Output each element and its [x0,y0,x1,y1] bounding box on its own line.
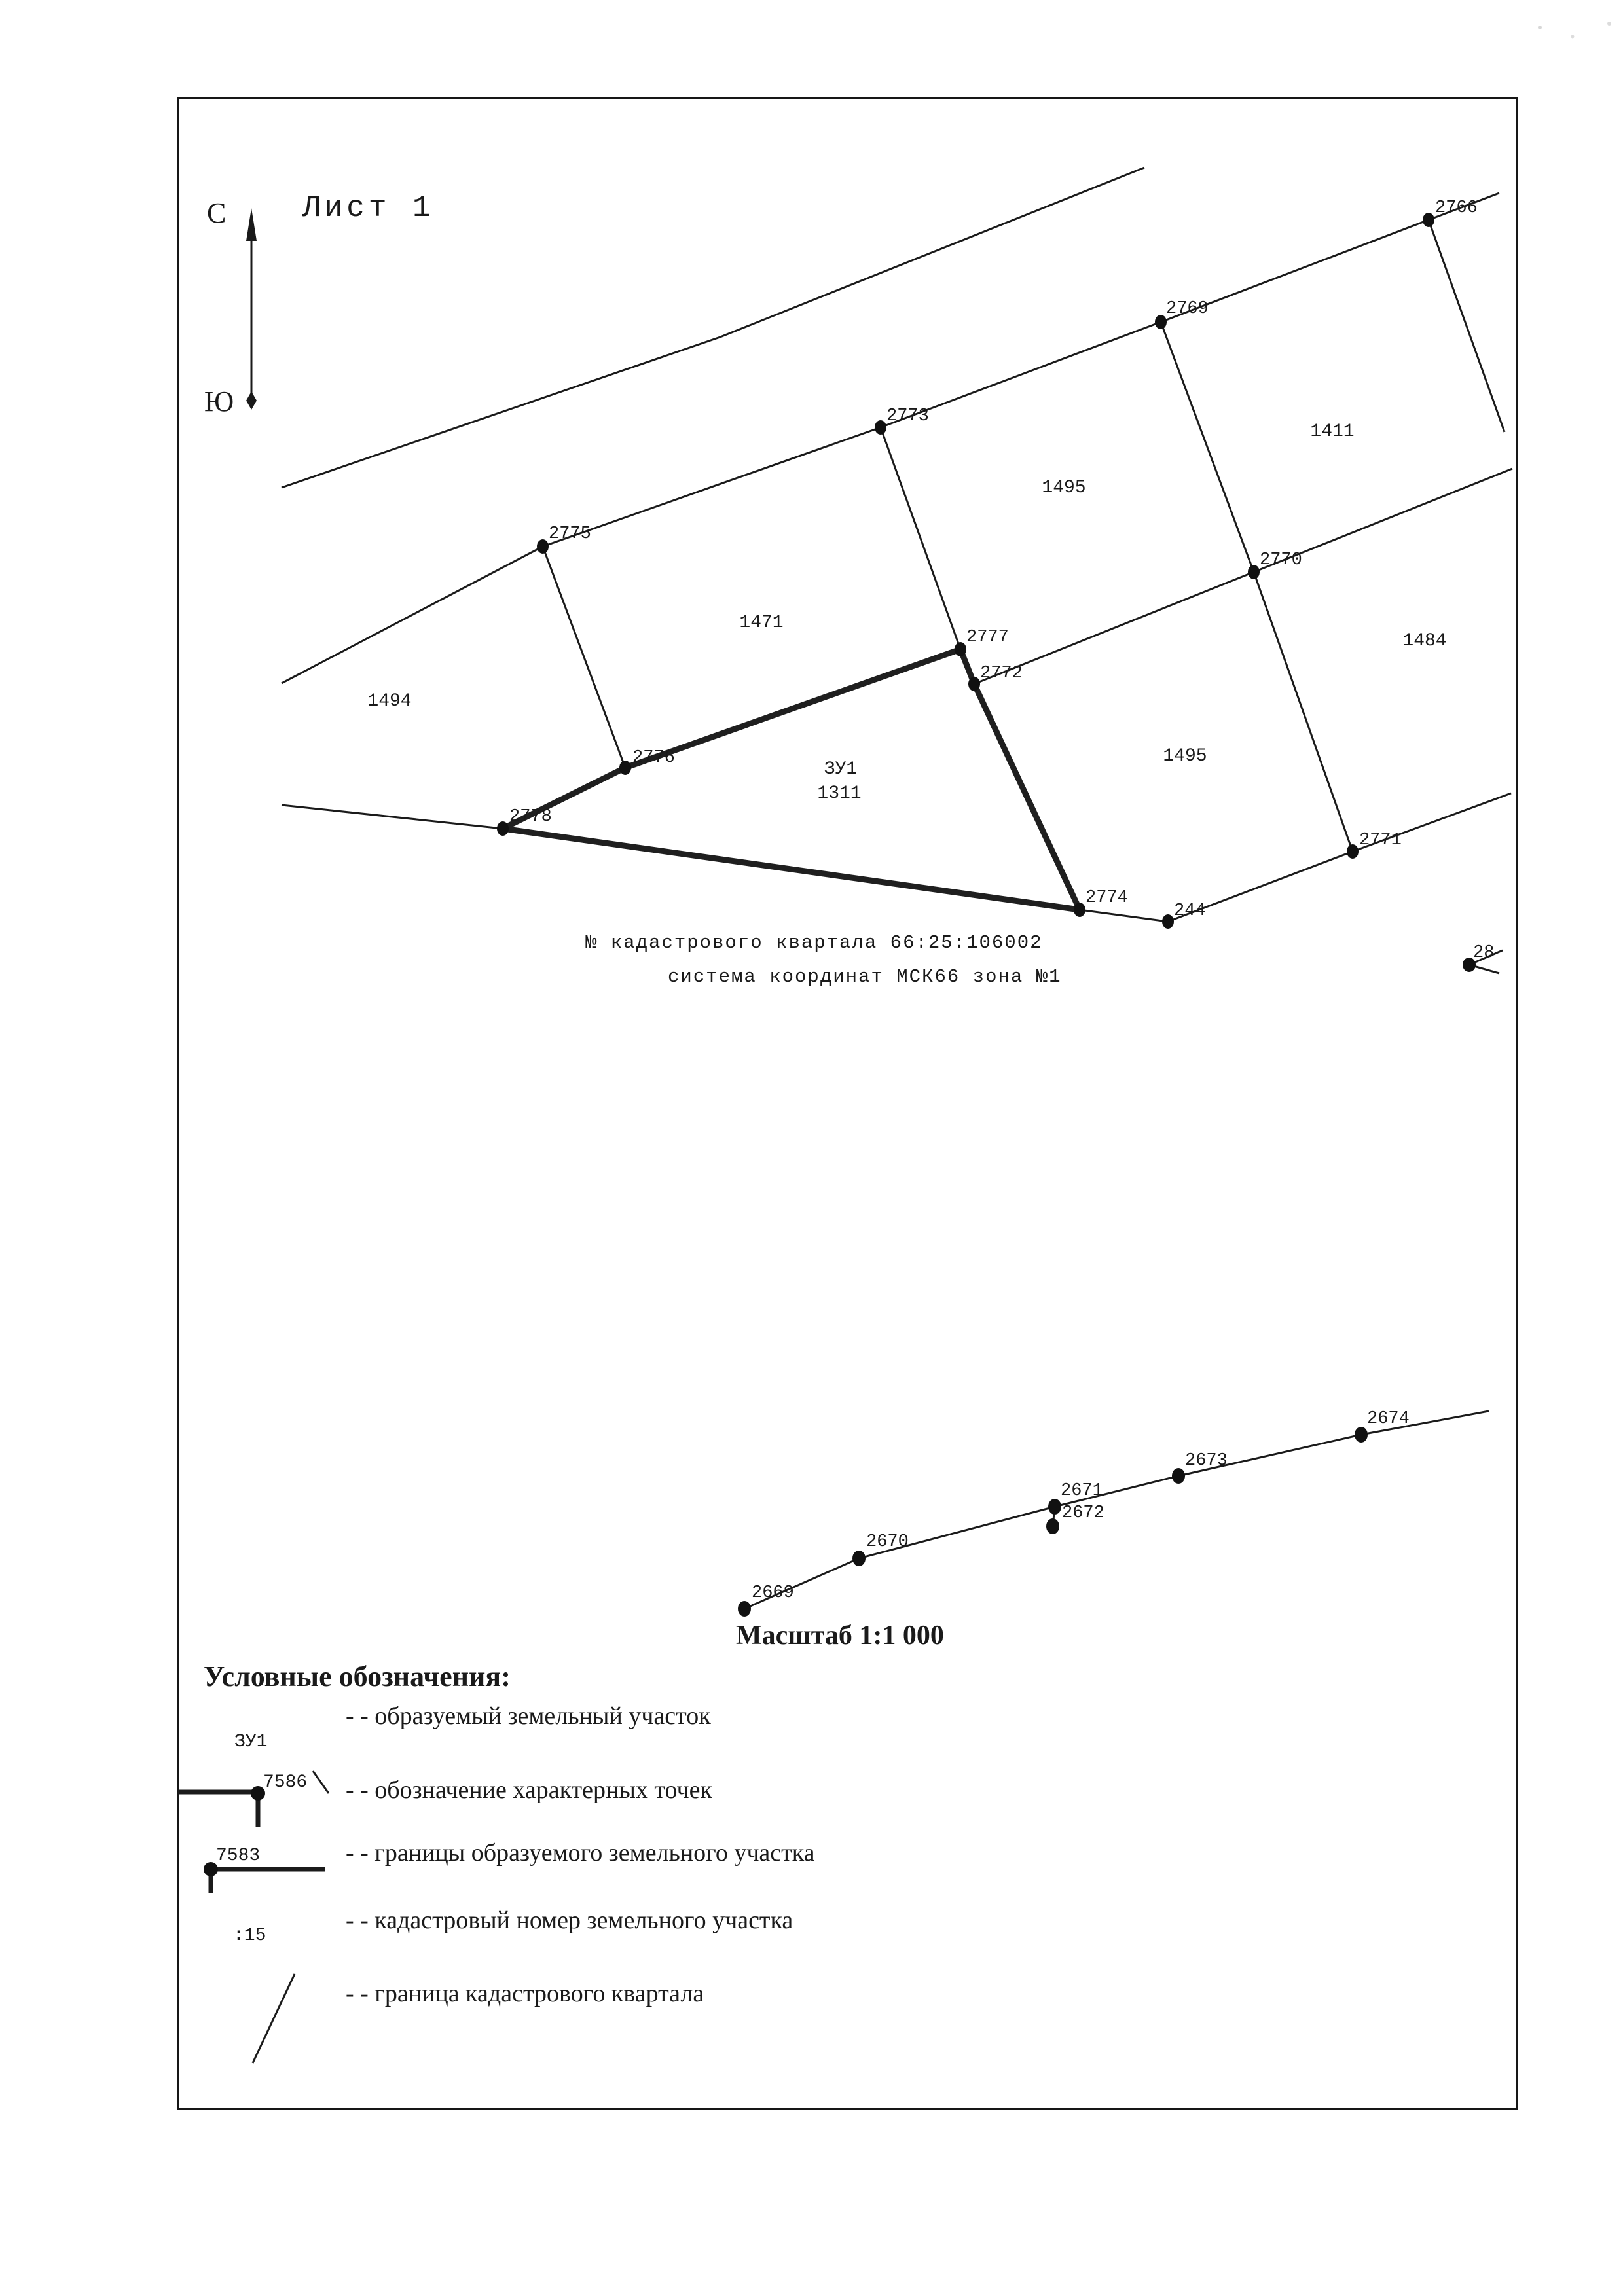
point-label: 244 [1174,901,1206,921]
parcel-number-labels [367,422,1446,804]
legend-item-subject-parcel [234,1702,711,1752]
legend-item-label: - - границы образуемого земельного участка [346,1839,815,1867]
special-point-28 [1463,943,1503,973]
point-label: 2673 [1185,1451,1228,1471]
legend-symbol-7583: 7583 [216,1846,261,1866]
legend-symbol-backslash-icon [313,1771,329,1793]
legend-symbol-7586: 7586 [263,1772,308,1793]
scan-artifact [1607,22,1611,26]
south-boundary-west [282,805,503,829]
point-marker [1155,315,1167,329]
legend-item-label: - - образуемый земельный участок [346,1702,711,1730]
divider-2775-2776 [543,547,625,768]
south-label: Ю [204,386,234,418]
point-label: 2770 [1260,550,1302,570]
parcel-label: 1411 [1310,422,1355,442]
point-marker [738,1601,751,1617]
divider-2770-2771 [1254,572,1353,852]
point-marker [852,1551,866,1566]
point-marker [1048,1499,1061,1515]
point-label: 2774 [1085,888,1128,908]
point-marker [619,761,631,775]
legend-item-characteristic-points [178,1771,712,1827]
point-label: 2775 [549,524,591,544]
point-marker [1423,213,1434,227]
north-arrow-head-icon [246,208,257,241]
legend-symbol-zu1: ЗУ1 [234,1732,268,1752]
point-label: 2771 [1359,831,1402,850]
point-label: 2769 [1166,299,1209,319]
north-arrow [204,197,257,418]
legend-symbol-15: :15 [233,1926,266,1946]
middle-boundary [974,469,1512,684]
south-boundary-east [1080,793,1511,922]
point-label: 2776 [632,748,675,768]
point-label: 28 [1473,943,1495,963]
point-label: 2669 [752,1583,794,1603]
south-end-diamond-icon [246,391,257,410]
point-label: 2674 [1367,1409,1410,1429]
point-marker [1248,565,1260,579]
point-label: 2778 [509,807,552,827]
point-marker [968,677,980,691]
quarter-boundary-profile [738,1409,1489,1617]
point-marker [1355,1427,1368,1443]
scan-artifact [1571,35,1575,39]
point-label: 2766 [1435,198,1478,218]
parcel-label: 1471 [739,613,784,633]
scan-artifact [1538,26,1542,29]
sheet-title: Лист 1 [302,191,435,225]
legend-item-label: - - граница кадастрового квартала [346,1980,704,2007]
divider-2766-south [1429,220,1504,432]
parcel-label: 1495 [1042,478,1086,498]
parcel-label: ЗУ1 [824,759,858,780]
legend-item-label: - - обозначение характерных точек [346,1776,712,1804]
point-marker [1046,1518,1059,1534]
point-label: 2670 [866,1532,909,1552]
point-marker [1074,903,1085,917]
north-label: С [207,197,227,229]
point-marker [537,539,549,554]
legend-item-formed-boundary [204,1839,815,1893]
profile-points [738,1409,1410,1617]
point-label: 2672 [1062,1503,1104,1523]
subject-parcel-outline [503,649,1080,910]
parcel-label: 1495 [1163,746,1207,766]
parcel-label: 1494 [367,691,412,711]
page-frame [178,98,1517,2109]
point-label: 2777 [966,628,1009,647]
legend-item-label: - - кадастровый номер земельного участка [346,1907,793,1934]
characteristic-points [497,198,1478,929]
point-marker [955,642,966,656]
point-marker [1347,844,1359,859]
point-label: 2773 [886,406,929,426]
legend-symbol-slash-icon [253,1974,295,2063]
quarter-number-caption: № кадастрового квартала 66:25:106002 [585,932,1043,954]
point-marker [875,420,886,435]
legend-title: Условные обозначения: [204,1660,511,1693]
parcel-label: 1484 [1402,631,1447,651]
point-label: 2671 [1061,1481,1103,1501]
scale-label: Масштаб 1:1 000 [736,1621,944,1651]
point-marker [1162,914,1174,929]
cadastral-boundary-lines [282,168,1512,922]
legend [178,1660,815,2063]
legend-item-quarter-boundary [253,1974,704,2063]
point-marker [497,821,509,836]
profile-line [744,1411,1489,1609]
point-label: 2772 [980,664,1023,683]
parcel-label: 1311 [817,783,862,804]
divider-2773-2777 [881,427,960,649]
legend-item-cadastral-number [233,1907,793,1946]
divider-2769-2770 [1161,322,1254,572]
legend-symbol-point-dot [204,1862,218,1876]
point-marker [1172,1468,1185,1484]
coord-system-caption: система координат МСК66 зона №1 [668,966,1062,988]
